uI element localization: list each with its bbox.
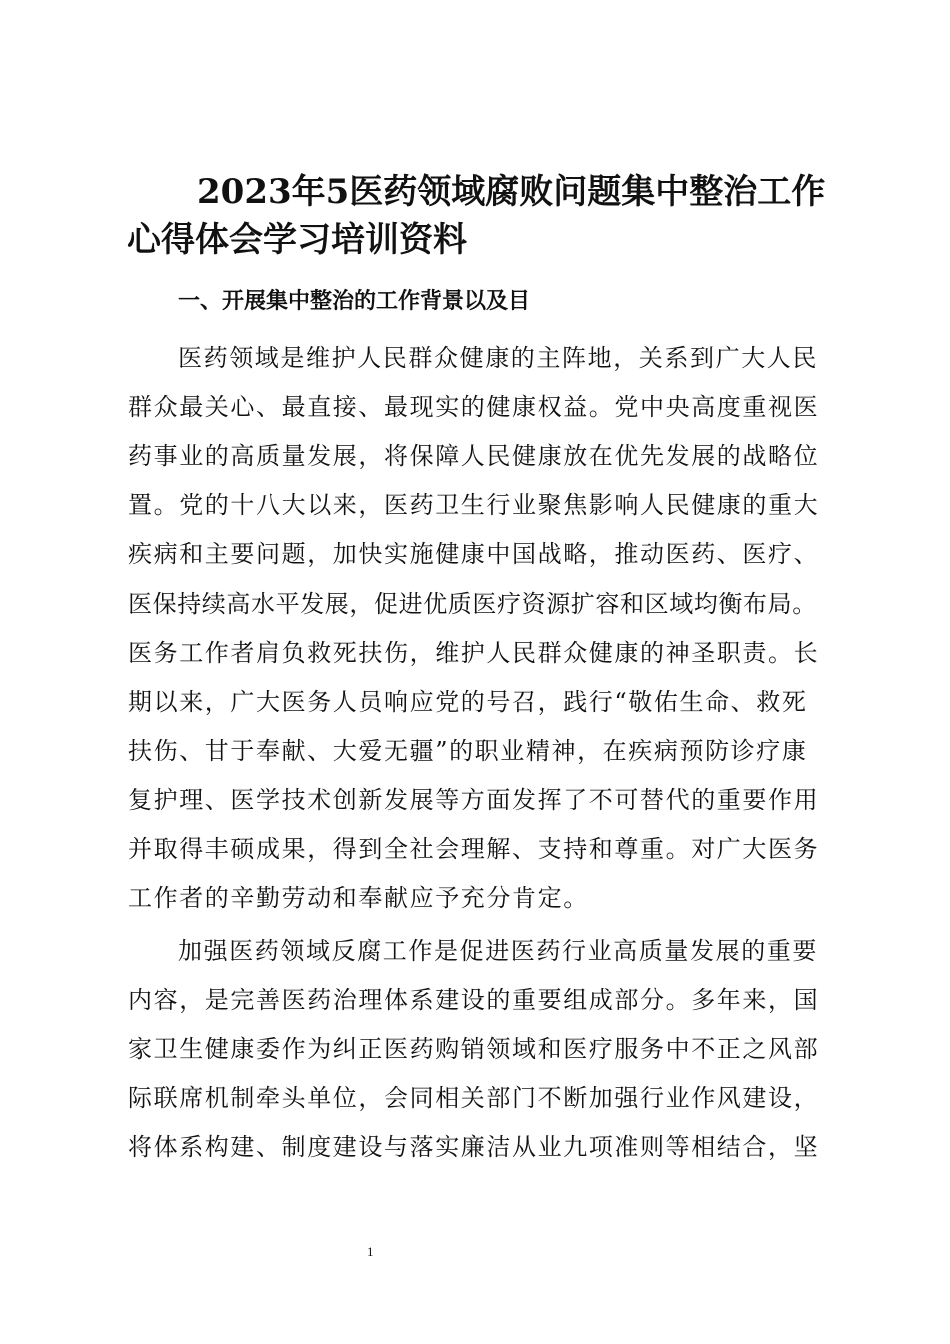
paragraph-2-line: 加强医药领域反腐工作是促进医药行业高质量发展的重要 xyxy=(178,937,818,965)
paragraph-2-line: 际联席机制牵头单位，会同相关部门不断加强行业作风建设， xyxy=(128,1084,820,1112)
paragraph-1-line: 期以来，广大医务人员响应党的号召，践行“敬佑生命、救死 xyxy=(128,688,808,716)
paragraph-1-line: 医药领域是维护人民群众健康的主阵地，关系到广大人民 xyxy=(178,344,818,372)
paragraph-1-line: 并取得丰硕成果，得到全社会理解、支持和尊重。对广大医务 xyxy=(128,835,820,863)
paragraph-1-line: 复护理、医学技术创新发展等方面发挥了不可替代的重要作用 xyxy=(128,786,820,814)
paragraph-1-line: 医保持续高水平发展，促进优质医疗资源扩容和区域均衡布局。 xyxy=(128,590,817,618)
title-line-2: 心得体会学习培训资料 xyxy=(127,220,467,260)
paragraph-1-line: 疾病和主要问题，加快实施健康中国战略，推动医药、医疗、 xyxy=(128,540,820,568)
paragraph-1-line: 群众最关心、最直接、最现实的健康权益。党中央高度重视医 xyxy=(128,393,820,421)
title-line-1: 2023年5医药领域腐败问题集中整治工作 xyxy=(197,172,826,212)
document-title xyxy=(127,168,837,264)
paragraph-1-line: 药事业的高质量发展，将保障人民健康放在优先发展的战略位 xyxy=(128,442,820,470)
paragraph-1-line: 置。党的十八大以来，医药卫生行业聚焦影响人民健康的重大 xyxy=(128,491,820,519)
paragraph-1-line: 扶伤、甘于奉献、大爱无疆”的职业精神，在疾病预防诊疗康 xyxy=(128,737,808,765)
section-heading: 一、开展集中整治的工作背景以及目 xyxy=(178,289,531,314)
paragraph-1-line: 医务工作者肩负救死扶伤，维护人民群众健康的神圣职责。长 xyxy=(128,639,820,667)
paragraph-2-line: 将体系构建、制度建设与落实廉洁从业九项准则等相结合，坚 xyxy=(128,1133,820,1161)
paragraph-2-line: 家卫生健康委作为纠正医药购销领域和医疗服务中不正之风部 xyxy=(128,1035,820,1063)
paragraph-1-line: 工作者的辛勤劳动和奉献应予充分肯定。 xyxy=(128,884,589,912)
paragraph-2-line: 内容，是完善医药治理体系建设的重要组成部分。多年来，国 xyxy=(128,986,820,1014)
page-number: 1 xyxy=(367,1244,374,1259)
